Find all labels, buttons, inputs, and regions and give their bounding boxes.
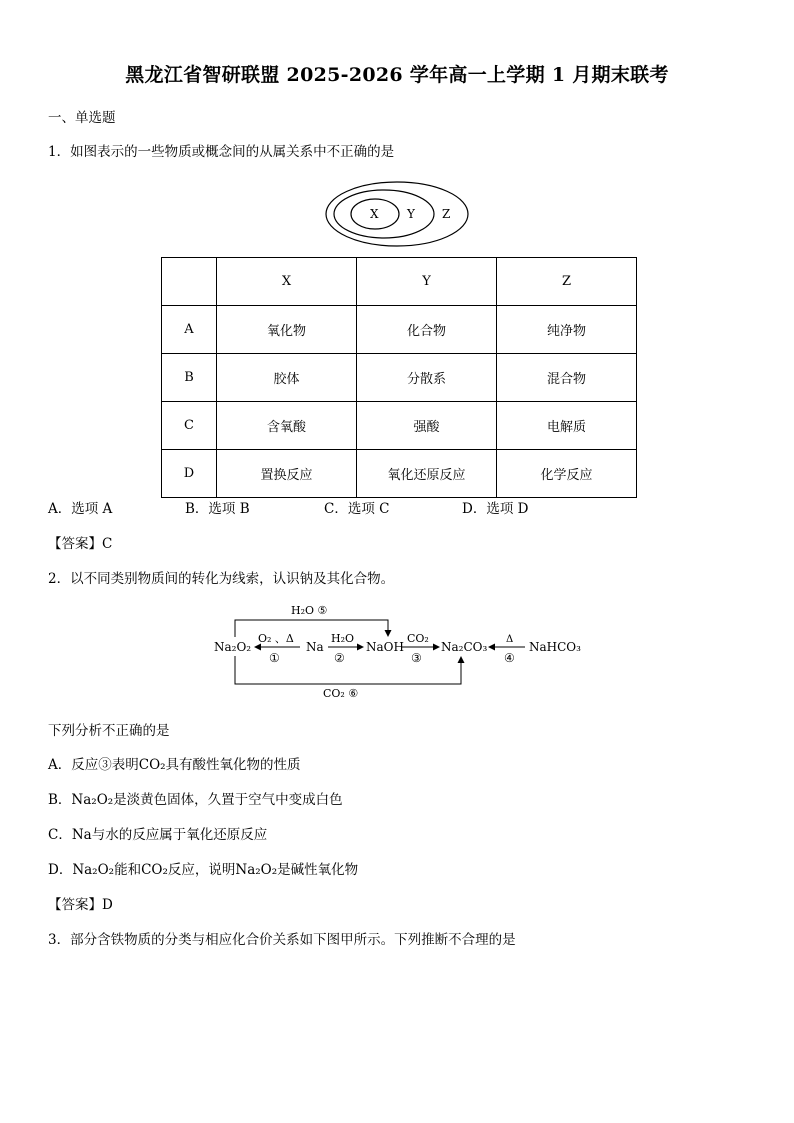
table-cell: 纯净物 xyxy=(497,306,637,354)
table-cell: 含氧酸 xyxy=(217,402,357,450)
table-cell: 化合物 xyxy=(357,306,497,354)
table-cell: X xyxy=(217,258,357,306)
reaction-1-condition: O₂ 、Δ xyxy=(258,632,294,645)
table-cell: 置换反应 xyxy=(217,450,357,498)
reaction-2-number: ② xyxy=(334,651,345,665)
table-cell: Y xyxy=(357,258,497,306)
q2-option-b: B．Na₂O₂是淡黄色固体，久置于空气中变成白色 xyxy=(48,792,343,808)
reaction-3-number: ③ xyxy=(411,651,422,665)
venn-y-label: Y xyxy=(407,207,415,221)
venn-diagram xyxy=(324,180,470,248)
venn-y-ellipse xyxy=(334,190,434,238)
reaction-4-number: ④ xyxy=(504,651,515,665)
q2-prompt: 下列分析不正确的是 xyxy=(48,723,170,739)
q1-option-d: D．选项 D xyxy=(462,501,529,517)
table-cell: 强酸 xyxy=(357,402,497,450)
q2-option-a: A．反应③表明CO₂具有酸性氧化物的性质 xyxy=(48,757,301,773)
species-na2co3: Na₂CO₃ xyxy=(441,640,488,654)
table-row xyxy=(162,450,637,498)
table-row xyxy=(162,402,637,450)
table-row xyxy=(162,354,637,402)
table-cell: C xyxy=(162,402,217,450)
q1-option-c: C．选项 C xyxy=(324,501,390,517)
species-na: Na xyxy=(306,640,324,654)
reaction-2-condition: H₂O xyxy=(331,632,355,645)
table-cell: 混合物 xyxy=(497,354,637,402)
venn-x-label: X xyxy=(370,207,379,221)
reaction-5-label: H₂O ⑤ xyxy=(291,604,328,617)
table-cell: Z xyxy=(497,258,637,306)
species-na2o2: Na₂O₂ xyxy=(214,640,252,654)
section-heading: 一、单选题 xyxy=(48,110,116,126)
q1-table xyxy=(161,257,637,498)
table-cell: B xyxy=(162,354,217,402)
q1-stem: 1．如图表示的一些物质或概念间的从属关系中不正确的是 xyxy=(48,144,395,160)
table-cell: 化学反应 xyxy=(497,450,637,498)
table-cell: 胶体 xyxy=(217,354,357,402)
page-title: 黑龙江省智研联盟 2025-2026 学年高一上学期 1 月期末联考 xyxy=(125,64,669,86)
table-header-row xyxy=(162,258,637,306)
q1-option-a: A．选项 A xyxy=(48,501,113,517)
table-cell xyxy=(162,258,217,306)
q2-stem: 2．以不同类别物质间的转化为线索，认识钠及其化合物。 xyxy=(48,571,395,587)
q2-option-c: C．Na与水的反应属于氧化还原反应 xyxy=(48,827,268,843)
q1-option-b: B．选项 B xyxy=(185,501,250,517)
species-naoh: NaOH xyxy=(366,640,404,654)
table-cell: A xyxy=(162,306,217,354)
table-cell: 氧化物 xyxy=(217,306,357,354)
reaction-4-condition: Δ xyxy=(506,634,514,645)
table-cell: 氧化还原反应 xyxy=(357,450,497,498)
table-cell: D xyxy=(162,450,217,498)
species-nahco3: NaHCO₃ xyxy=(529,640,581,654)
reaction-6-label: CO₂ ⑥ xyxy=(323,687,359,700)
reaction-scheme xyxy=(210,600,590,700)
table-row xyxy=(162,306,637,354)
q2-option-d: D．Na₂O₂能和CO₂反应，说明Na₂O₂是碱性氧化物 xyxy=(48,862,359,878)
q1-answer: 【答案】C xyxy=(48,536,113,552)
reaction-1-number: ① xyxy=(269,651,280,665)
venn-z-label: Z xyxy=(442,207,451,221)
table-cell: 电解质 xyxy=(497,402,637,450)
q3-stem: 3．部分含铁物质的分类与相应化合价关系如下图甲所示。下列推断不合理的是 xyxy=(48,932,516,948)
reaction-3-condition: CO₂ xyxy=(407,632,429,645)
table-cell: 分散系 xyxy=(357,354,497,402)
q2-answer: 【答案】D xyxy=(48,897,113,913)
